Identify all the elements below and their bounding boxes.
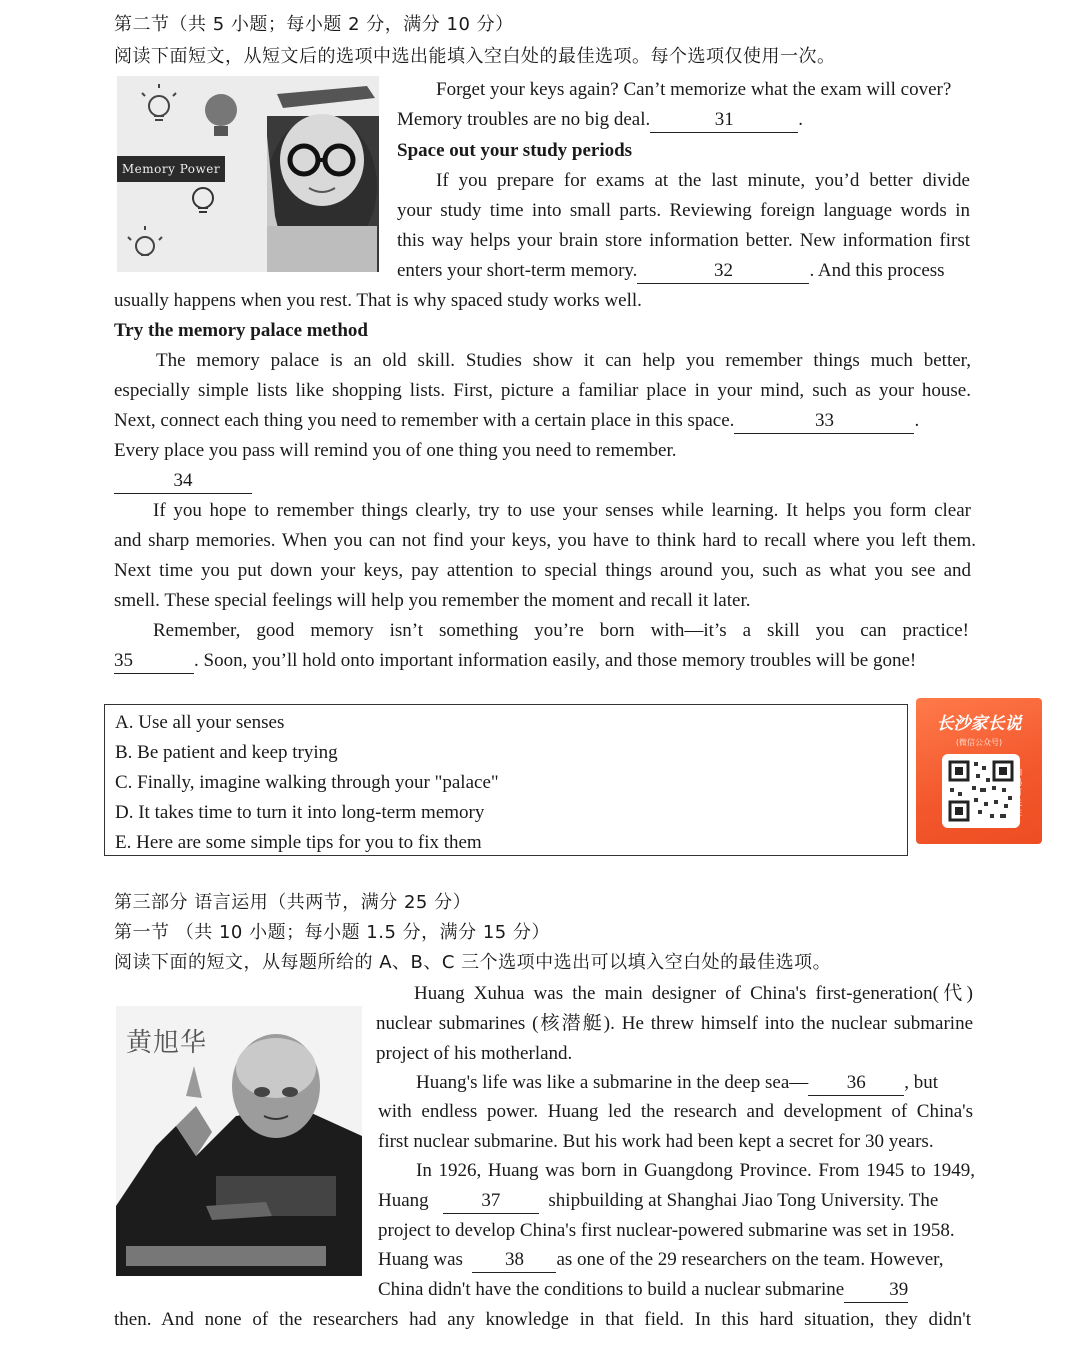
passage-line: usually happens when you rest. That is why spaced study works well. [114, 290, 642, 311]
huang-xuhua-portrait [116, 1006, 362, 1276]
passage-line: Remember, good memory isn’t something you’re born with—it’s a skill you can practice! [153, 620, 969, 641]
answer-blank-37[interactable]: 37 [443, 1189, 539, 1214]
answer-blank-32[interactable]: 32 [637, 259, 809, 284]
passage-line: smell. These special feelings will help you remember the moment and recall it later. [114, 590, 751, 611]
passage-line [114, 646, 916, 676]
passage-line [114, 406, 919, 436]
option-c[interactable]: C. Finally, imagine walking through your "palace" [115, 772, 499, 793]
passage-text: Huang's life was like a submarine in the deep sea— [416, 1072, 809, 1093]
passage-text: enters your short-term memory. [397, 260, 638, 281]
passage-line: project of his motherland. [376, 1043, 573, 1064]
qr-card-title: 长沙家长说 [936, 714, 1022, 734]
portrait-signature: 黄旭华 [126, 1028, 208, 1058]
subheading: Try the memory palace method [114, 320, 368, 341]
passage-line [397, 256, 945, 286]
passage-line: with endless power. Huang led the research and development of China's [378, 1101, 973, 1122]
qr-card-subtitle: (微信公众号) [955, 738, 1003, 747]
section-heading: 第一节 （共 10 小题；每小题 1.5 分，满分 15 分） [114, 922, 550, 943]
section-instruction: 阅读下面的短文，从每题所给的 A、B、C 三个选项中选出可以填入空白处的最佳选项。 [114, 952, 832, 973]
option-b[interactable]: B. Be patient and keep trying [115, 742, 338, 763]
options-box [104, 704, 908, 856]
passage-line: then. And none of the researchers had any knowledge in that field. In this hard situation, they didn't [114, 1309, 971, 1330]
passage-line: nuclear submarines (核潜艇). He threw himself into the nuclear submarine [376, 1013, 973, 1034]
passage-line: The memory palace is an old skill. Studies show it can help you remember things much better, [156, 350, 971, 371]
section-heading: 第二节（共 5 小题；每小题 2 分，满分 10 分） [114, 14, 514, 35]
passage-text: Huang was [378, 1249, 463, 1270]
passage-line: and sharp memories. When you can not find your keys, you have to think hard to recall where you left them. [114, 530, 976, 551]
passage-text: . [914, 410, 920, 431]
option-e[interactable]: E. Here are some simple tips for you to fix them [115, 832, 482, 853]
passage-line: Every place you pass will remind you of one thing you need to remember. [114, 440, 677, 461]
subheading: Space out your study periods [397, 140, 633, 161]
answer-blank-33[interactable]: 33 [734, 409, 914, 434]
passage-line [378, 1275, 908, 1305]
passage-line: Next time you put down your keys, pay attention to special things around you, such as what you see and [114, 560, 971, 581]
qr-promo-card[interactable] [916, 698, 1042, 844]
passage-line [378, 1186, 938, 1216]
passage-line [397, 105, 803, 135]
answer-blank-38[interactable]: 38 [472, 1248, 556, 1273]
passage-line [378, 1245, 943, 1275]
memory-power-illustration [117, 76, 379, 272]
option-d[interactable]: D. It takes time to turn it into long-term memory [115, 802, 485, 823]
passage-text: Huang [378, 1190, 429, 1211]
qr-side-text: 扫码可关注 [1014, 768, 1022, 817]
qr-code-frame [942, 754, 1020, 828]
passage-line: In 1926, Huang was born in Guangdong Province. From 1945 to 1949, [416, 1160, 975, 1181]
image-caption: Memory Power [121, 162, 221, 176]
passage-line: first nuclear submarine. But his work had been kept a secret for 30 years. [378, 1131, 934, 1152]
option-a[interactable]: A. Use all your senses [115, 712, 285, 733]
answer-blank-35[interactable]: 35 [114, 649, 194, 674]
passage-line: Forget your keys again? Can’t memorize what the exam will cover? [436, 79, 952, 100]
answer-blank-39[interactable]: 39 [844, 1278, 908, 1303]
passage-text: as one of the 29 researchers on the team. However, [556, 1249, 944, 1270]
passage-line: If you prepare for exams at the last minute, you’d better divide [436, 170, 970, 191]
passage-text: Next, connect each thing you need to remember with a certain place in this space. [114, 410, 735, 431]
answer-blank-34[interactable]: 34 [114, 469, 252, 494]
passage-text: . [798, 109, 804, 130]
passage-line: this way helps your brain store information better. New information first [397, 230, 970, 251]
passage-text: . Soon, you’ll hold onto important information easily, and those memory troubles will be gone! [194, 650, 917, 671]
passage-text: . And this process [809, 260, 945, 281]
passage-line [416, 1068, 938, 1098]
passage-text: Memory troubles are no big deal. [397, 109, 651, 130]
passage-line: especially simple lists like shopping lists. First, picture a familiar place in your mind, such as your house. [114, 380, 971, 401]
passage-text: , but [904, 1072, 939, 1093]
part-heading: 第三部分 语言运用（共两节，满分 25 分） [114, 892, 472, 913]
passage-text: shipbuilding at Shanghai Jiao Tong University. The [548, 1190, 939, 1211]
section-instruction: 阅读下面短文，从短文后的选项中选出能填入空白处的最佳选项。每个选项仅使用一次。 [114, 46, 836, 67]
passage-line [114, 466, 252, 496]
answer-blank-31[interactable]: 31 [650, 108, 798, 133]
passage-line: your study time into small parts. Reviewing foreign language words in [397, 200, 970, 221]
answer-blank-36[interactable]: 36 [808, 1071, 904, 1096]
passage-text: China didn't have the conditions to build a nuclear submarine [378, 1279, 845, 1300]
passage-line: project to develop China's first nuclear-powered submarine was set in 1958. [378, 1220, 955, 1241]
passage-line: If you hope to remember things clearly, try to use your senses while learning. It helps you form clear [153, 500, 971, 521]
qr-code-icon [942, 754, 1020, 828]
passage-line: Huang Xuhua was the main designer of China's first-generation(代) [414, 983, 973, 1004]
